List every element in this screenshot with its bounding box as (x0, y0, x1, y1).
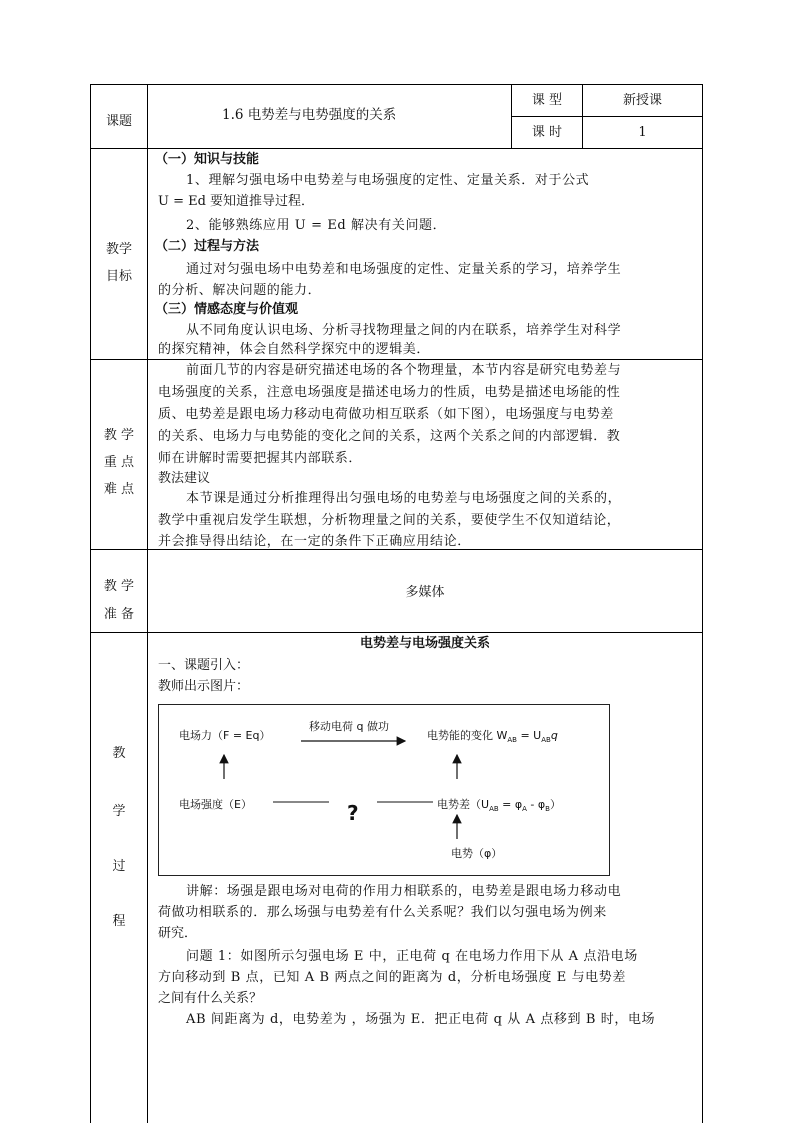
goals-p1b: U = Ed 要知道推导过程． (158, 194, 315, 209)
key-line-2: 电场强度的关系，注意电场强度是描述电场力的性质，电势是描述电场能的性 (158, 385, 621, 400)
potdiff-label: 电势差（U (437, 798, 490, 811)
question-line-1: 问题 1：如图所示匀强电场 E 中，正电荷 q 在电场力作用下从 A 点沿电场 (186, 949, 638, 964)
goals-heading-2: （二）过程与方法 (155, 239, 260, 254)
key-line-1: 前面几节的内容是研究描述电场的各个物理量，本节内容是研究电势差与 (186, 363, 622, 378)
type-label: 课 型 (531, 93, 563, 108)
key-line-9: 并会推导得出结论，在一定的条件下正确应用结论． (158, 534, 471, 549)
diagram-field-strength: 电场强度（E） (179, 798, 252, 811)
topic-title: 1.6 电势差与电势强度的关系 (222, 107, 397, 123)
process-intro-1: 一、课题引入： (158, 658, 250, 673)
diagram-potential-difference (437, 796, 561, 813)
process-intro-2: 教师出示图片： (158, 679, 250, 694)
prep-label-2: 准 备 (103, 607, 135, 622)
energy-sub: AB (507, 736, 517, 745)
goals-p2: 2、能够熟练应用 U = Ed 解决有关问题． (186, 218, 447, 233)
goals-p3a: 通过对匀强电场中电势差和电场强度的定性、定量关系的学习，培养学生 (186, 262, 622, 277)
type-value: 新授课 (622, 93, 662, 108)
energy-sub2: AB (541, 736, 551, 745)
concept-diagram (158, 704, 610, 876)
potdiff-b: B (545, 805, 550, 814)
table-border-top (90, 84, 703, 85)
goals-p4a: 从不同角度认识电场、分析寻找物理量之间的内在联系，培养学生对科学 (186, 323, 622, 338)
goals-p3b: 的分析、解决问题的能力． (158, 283, 322, 298)
process-label-2: 学 (112, 804, 126, 819)
key-line-4: 的关系、电场力与电势能的变化之间的关系，这两个关系之间的内部逻辑．教 (158, 429, 621, 444)
prep-label-1: 教 学 (103, 579, 135, 594)
energy-q: q (550, 729, 558, 742)
key-label-1: 教 学 (103, 428, 135, 443)
goals-label-2: 目标 (105, 269, 132, 284)
diagram-move-work: 移动电荷 q 做功 (309, 720, 389, 733)
key-line-6: 教法建议 (158, 471, 211, 486)
potdiff-eq: = φ (498, 798, 523, 811)
label-column-divider (147, 84, 148, 1123)
question-line-3: 之间有什么关系？ (158, 991, 263, 1006)
diagram-force: 电场力（F = Eq） (179, 729, 271, 742)
row-line-4 (90, 632, 703, 633)
process-label-1: 教 (112, 746, 126, 761)
prep-value: 多媒体 (405, 585, 445, 600)
process-label-3: 过 (112, 859, 126, 874)
key-label-3: 难 点 (103, 482, 135, 497)
potdiff-minus: - φ (526, 798, 546, 811)
question-line-4: AB 间距离为 d，电势差为 ，场强为 E．把正电荷 q 从 A 点移到 B 时，电场 (186, 1012, 656, 1027)
key-line-5: 师在讲解时需要把握其内部联系． (158, 451, 363, 466)
potdiff-sub: AB (489, 805, 499, 814)
explain-line-2: 荷做功相联系的．那么场强与电势差有什么关系呢？我们以匀强电场为例来 (158, 905, 607, 920)
process-label-4: 程 (112, 914, 126, 929)
potdiff-end: ） (549, 798, 561, 811)
question-line-2: 方向移动到 B 点，已知 A B 两点之间的距离为 d，分析电场强度 E 与电势差 (158, 970, 626, 985)
row-line-1 (90, 148, 703, 149)
key-line-7: 本节课是通过分析推理得出匀强电场的电势差与电场强度之间的关系的， (186, 491, 622, 506)
potdiff-a: A (522, 805, 527, 814)
goals-heading-3: （三）情感态度与价值观 (155, 302, 299, 317)
process-title: 电势差与电场强度关系 (359, 636, 490, 651)
key-line-8: 教学中重视启发学生联想，分析物理量之间的关系，要使学生不仅知道结论， (158, 513, 621, 528)
explain-line-1: 讲解：场强是跟电场对电荷的作用力相联系的，电势差是跟电场力移动电 (186, 884, 622, 899)
hours-value: 1 (638, 125, 647, 140)
goals-label-1: 教学 (105, 242, 132, 257)
row-line-2 (90, 359, 703, 360)
goals-p1a: 1、理解匀强电场中电势差与电场强度的定性、定量关系．对于公式 (186, 173, 590, 188)
hours-label: 课 时 (531, 125, 563, 140)
goals-heading-1: （一）知识与技能 (155, 152, 260, 167)
topic-label: 课题 (105, 114, 132, 129)
key-label-2: 重 点 (103, 455, 135, 470)
goals-p4b: 的探究精神，体会自然科学探究中的逻辑美． (158, 342, 431, 357)
energy-label: 电势能的变化 W (427, 729, 508, 742)
header-mid-line (511, 116, 703, 117)
diagram-potential: 电势（φ） (451, 847, 503, 860)
table-border-right (702, 84, 703, 1123)
energy-eq: = U (516, 729, 542, 742)
diagram-energy-change (427, 727, 558, 744)
explain-line-3: 研究． (158, 926, 198, 941)
diagram-question-mark: ? (347, 801, 359, 825)
row-line-3 (90, 549, 703, 550)
key-line-3: 质、电势差是跟电场力移动电荷做功相互联系（如下图），电场强度与电势差 (158, 407, 614, 422)
